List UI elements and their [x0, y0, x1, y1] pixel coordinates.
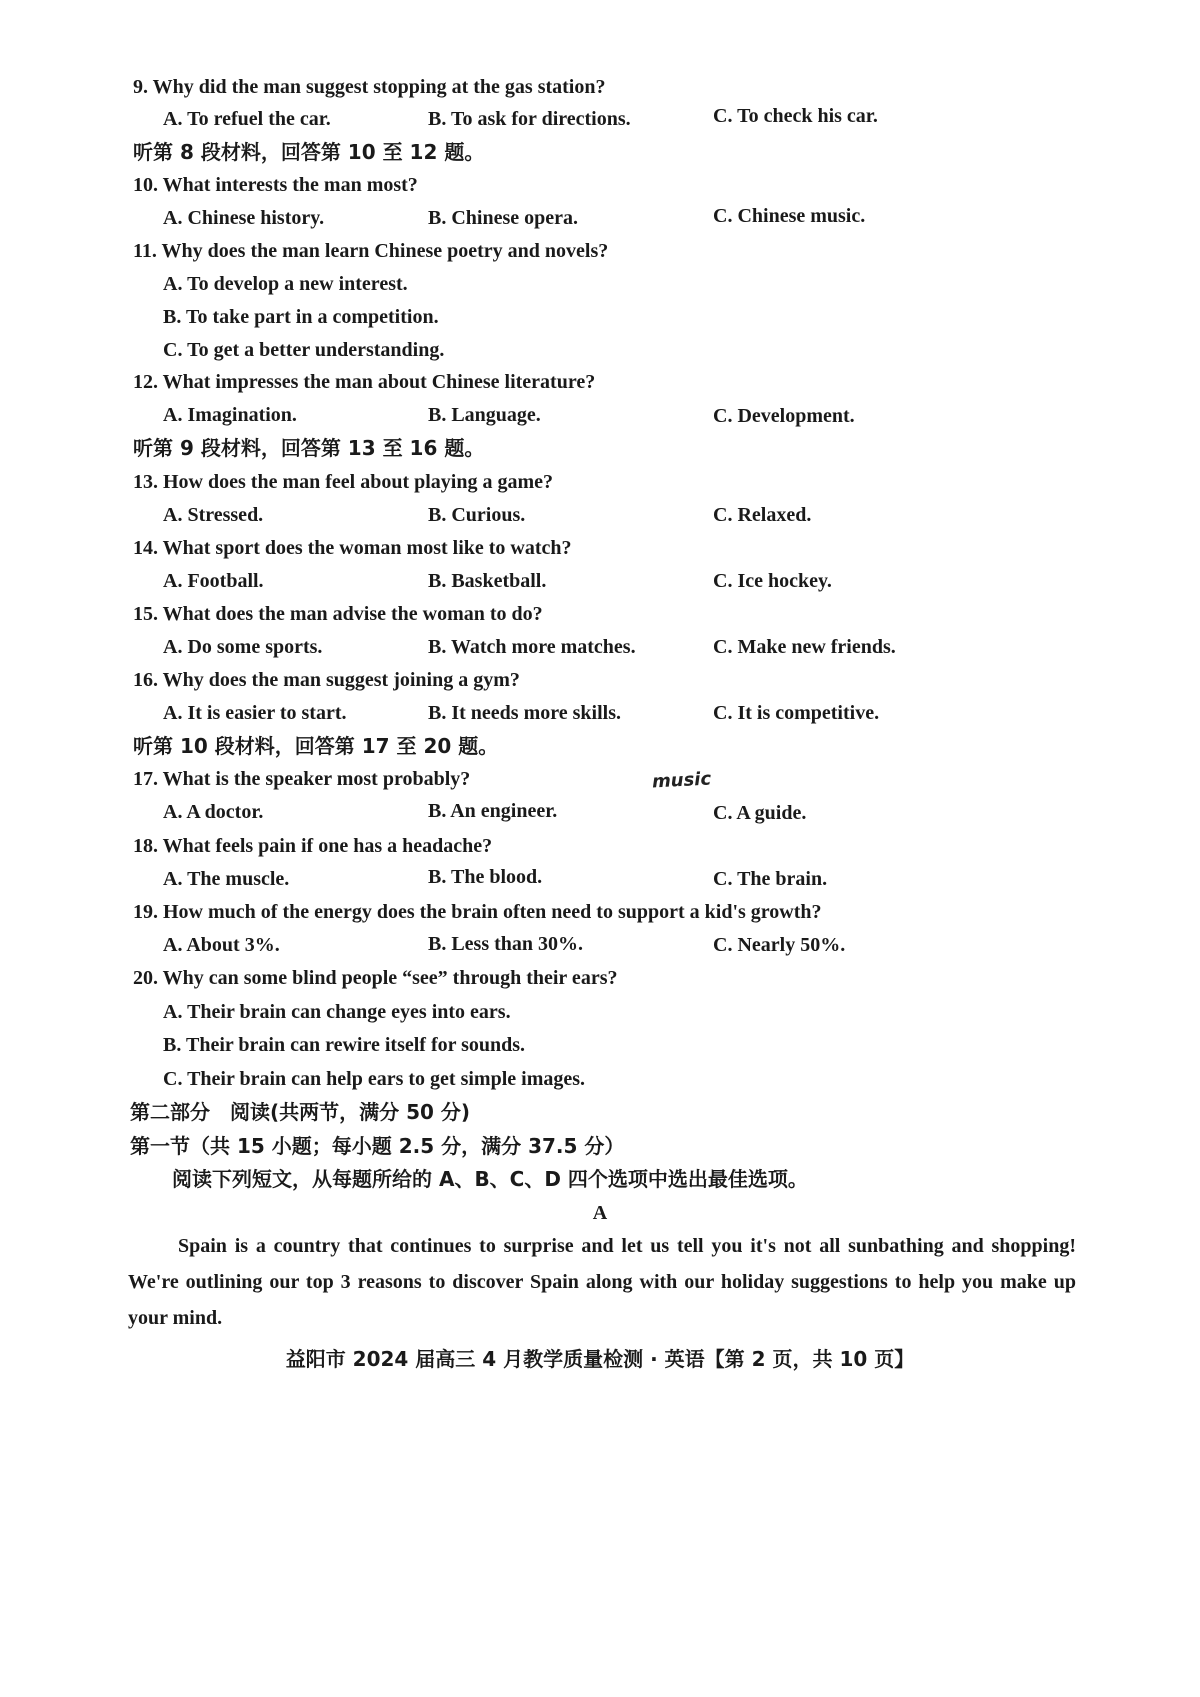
q19-option-a: A. About 3%.: [163, 934, 280, 956]
q16-option-b: B. It needs more skills.: [428, 702, 621, 724]
question-9: 9. Why did the man suggest stopping at the gas station?: [133, 76, 606, 98]
q20-option-a: A. Their brain can change eyes into ears.: [163, 1001, 511, 1023]
q14-option-b: B. Basketball.: [428, 570, 547, 592]
q13-option-c: C. Relaxed.: [713, 504, 812, 526]
passage-a-text: Spain is a country that continues to surprise and let us tell you it's not all sunbathing and shopping! We're outlining our top 3 reasons to discover Spain along with our holiday suggestions to help you make up your mind.: [128, 1235, 1076, 1329]
question-12: 12. What impresses the man about Chinese literature?: [133, 371, 596, 393]
q10-option-b: B. Chinese opera.: [428, 207, 578, 229]
q17-option-b: B. An engineer.: [428, 800, 558, 822]
handwritten-note: music: [651, 768, 712, 793]
q13-option-a: A. Stressed.: [163, 504, 264, 526]
section-8-header: 听第 8 段材料，回答第 10 至 12 题。: [133, 140, 485, 164]
question-20: 20. Why can some blind people “see” through their ears?: [133, 967, 618, 989]
section-10-header: 听第 10 段材料，回答第 17 至 20 题。: [133, 734, 499, 758]
q10-option-c: C. Chinese music.: [713, 205, 866, 227]
q12-option-b: B. Language.: [428, 404, 541, 426]
q9-option-a: A. To refuel the car.: [163, 108, 331, 130]
part2-instruction: 阅读下列短文，从每题所给的 A、B、C、D 四个选项中选出最佳选项。: [172, 1167, 808, 1191]
q11-option-b: B. To take part in a competition.: [163, 306, 439, 328]
q18-option-a: A. The muscle.: [163, 868, 290, 890]
question-14: 14. What sport does the woman most like to watch?: [133, 537, 572, 559]
q19-option-b: B. Less than 30%.: [428, 933, 584, 955]
q12-option-c: C. Development.: [713, 405, 855, 427]
part2-section1: 第一节（共 15 小题；每小题 2.5 分，满分 37.5 分）: [130, 1134, 625, 1158]
question-13: 13. How does the man feel about playing a game?: [133, 471, 553, 493]
question-15: 15. What does the man advise the woman to do?: [133, 603, 543, 625]
q18-option-b: B. The blood.: [428, 866, 543, 888]
q10-option-a: A. Chinese history.: [163, 207, 325, 229]
q9-option-c: C. To check his car.: [713, 105, 878, 127]
question-18: 18. What feels pain if one has a headache?: [133, 835, 493, 857]
part2-title: 第二部分 阅读(共两节，满分 50 分): [130, 1100, 471, 1124]
q12-option-a: A. Imagination.: [163, 404, 297, 426]
q14-option-c: C. Ice hockey.: [713, 570, 832, 592]
question-11: 11. Why does the man learn Chinese poetry and novels?: [133, 240, 609, 262]
question-19: 19. How much of the energy does the brain often need to support a kid's growth?: [133, 901, 822, 923]
q19-option-c: C. Nearly 50%.: [713, 934, 846, 956]
q15-option-a: A. Do some sports.: [163, 636, 323, 658]
q17-option-a: A. A doctor.: [163, 801, 264, 823]
section-9-header: 听第 9 段材料，回答第 13 至 16 题。: [133, 436, 485, 460]
question-10: 10. What interests the man most?: [133, 174, 418, 196]
q20-option-c: C. Their brain can help ears to get simple images.: [163, 1068, 586, 1090]
question-16: 16. Why does the man suggest joining a gym?: [133, 669, 520, 691]
q20-option-b: B. Their brain can rewire itself for sounds.: [163, 1034, 526, 1056]
page-footer: 益阳市 2024 届高三 4 月教学质量检测 · 英语【第 2 页，共 10 页】: [285, 1347, 915, 1371]
q16-option-a: A. It is easier to start.: [163, 702, 347, 724]
q13-option-b: B. Curious.: [428, 504, 526, 526]
q18-option-c: C. The brain.: [713, 868, 828, 890]
q15-option-c: C. Make new friends.: [713, 636, 896, 658]
q15-option-b: B. Watch more matches.: [428, 636, 636, 658]
question-17: 17. What is the speaker most probably?: [133, 768, 471, 790]
q9-option-b: B. To ask for directions.: [428, 108, 631, 130]
q11-option-a: A. To develop a new interest.: [163, 273, 408, 295]
passage-label: A: [592, 1202, 608, 1224]
q11-option-c: C. To get a better understanding.: [163, 339, 445, 361]
q17-option-c: C. A guide.: [713, 802, 807, 824]
q14-option-a: A. Football.: [163, 570, 264, 592]
q16-option-c: C. It is competitive.: [713, 702, 880, 724]
